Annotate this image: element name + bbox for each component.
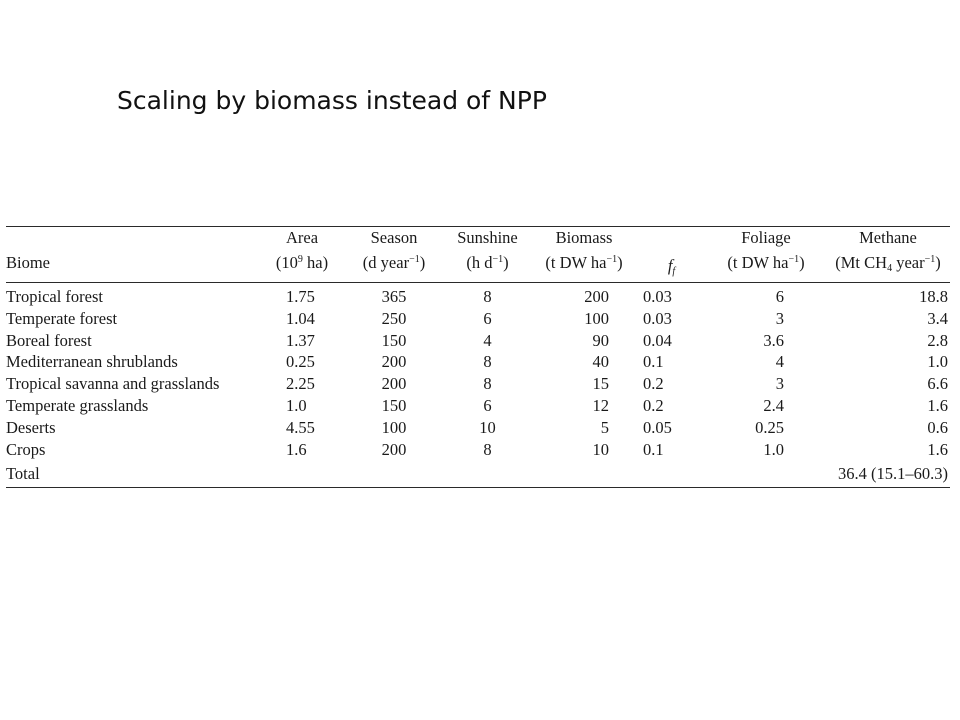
header-row-bottom (6, 249, 950, 277)
value-cell: 10 (479, 417, 496, 437)
table-row (6, 373, 950, 395)
table-row (6, 308, 950, 330)
header-biomass: Biomass (555, 228, 613, 247)
value-cell: 40 (592, 352, 609, 372)
value-cell: 1.0 (927, 352, 948, 372)
table-row (6, 417, 950, 439)
value-cell: 3 (775, 374, 784, 394)
value-cell: 1.0 (286, 395, 307, 415)
value-cell: 8 (483, 352, 492, 372)
value-cell: 1.04 (286, 308, 315, 328)
value-cell: 0.05 (643, 417, 672, 437)
value-cell: 90 (592, 330, 609, 350)
value-cell: 1.6 (286, 439, 307, 459)
value-cell: 100 (584, 308, 609, 328)
total-row (6, 460, 950, 487)
value-cell: 6.6 (927, 374, 948, 394)
value-cell: 200 (381, 352, 407, 372)
header-area: Area (285, 228, 319, 247)
biome-name-cell: Mediterranean shrublands (6, 352, 178, 372)
table-bottom-rule (6, 487, 950, 488)
header-ff: $f_f$ (667, 256, 676, 277)
value-cell: 2.25 (286, 374, 315, 394)
value-cell: 250 (381, 308, 407, 328)
biome-name-cell: Deserts (6, 417, 56, 437)
table-row (6, 330, 950, 352)
header-sunshine-unit: (h $d^{-1}$) (466, 253, 509, 272)
biome-name-cell: Temperate forest (6, 308, 118, 328)
header-season-unit: (d year$^{-1}$) (362, 253, 426, 272)
table-row (6, 395, 950, 417)
header-season: Season (370, 228, 418, 247)
biome-name-cell: Tropical forest (6, 287, 104, 306)
value-cell: 4.55 (286, 417, 315, 437)
header-sunshine: Sunshine (457, 228, 518, 247)
value-cell: 6 (483, 308, 492, 328)
value-cell: 5 (600, 417, 609, 437)
value-cell: 8 (483, 439, 492, 459)
value-cell: 6 (775, 287, 784, 306)
header-biomass-unit: (t DW $ha^{-1}$) (545, 253, 623, 272)
value-cell: 18.8 (919, 287, 948, 306)
value-cell: 100 (381, 417, 407, 437)
value-cell: 4 (775, 352, 784, 372)
value-cell: 0.04 (643, 330, 672, 350)
value-cell: 8 (483, 287, 492, 306)
value-cell: 0.03 (643, 287, 672, 306)
biome-name-cell: Crops (6, 439, 46, 459)
value-cell: 1.6 (927, 439, 948, 459)
value-cell: 0.2 (643, 395, 664, 415)
value-cell: 1.6 (927, 395, 948, 415)
header-methane-unit: (Mt $CH_4$ year$^{-1}$) (835, 253, 941, 274)
value-cell: 0.25 (755, 417, 784, 437)
value-cell: 2.8 (927, 330, 948, 350)
table-row (6, 439, 950, 461)
header-foliage-unit: (t DW $ha^{-1}$) (727, 253, 805, 272)
value-cell: 200 (381, 374, 407, 394)
biome-name-cell: Temperate grasslands (6, 395, 149, 415)
slide-title: Scaling by biomass instead of NPP (117, 86, 547, 115)
value-cell: 3 (775, 308, 784, 328)
header-row-top (6, 227, 950, 249)
value-cell: 4 (483, 330, 492, 350)
value-cell: 0.25 (286, 352, 315, 372)
table-row (6, 286, 950, 308)
value-cell: 150 (381, 330, 407, 350)
header-foliage: Foliage (741, 228, 791, 247)
biome-name-cell: Tropical savanna and grasslands (6, 374, 220, 394)
value-cell: 1.37 (286, 330, 315, 350)
value-cell: 0.6 (927, 417, 948, 437)
value-cell: 1.75 (286, 287, 315, 306)
total-label: Total (6, 464, 40, 484)
header-biome: Biome (6, 253, 50, 272)
value-cell: 10 (592, 439, 609, 459)
value-cell: 1.0 (763, 439, 784, 459)
value-cell: 365 (381, 287, 407, 306)
value-cell: 6 (483, 395, 492, 415)
table-row (6, 351, 950, 373)
value-cell: 3.4 (927, 308, 948, 328)
value-cell: 3.6 (763, 330, 784, 350)
header-methane: Methane (859, 228, 917, 247)
value-cell: 0.03 (643, 308, 672, 328)
value-cell: 0.2 (643, 374, 664, 394)
value-cell: 2.4 (763, 395, 784, 415)
total-value: 36.4 (15.1–60.3) (838, 464, 948, 484)
value-cell: 0.1 (643, 439, 664, 459)
biome-methane-table (6, 226, 950, 488)
value-cell: 15 (592, 374, 609, 394)
biome-name-cell: Boreal forest (6, 330, 92, 350)
value-cell: 200 (584, 287, 609, 306)
value-cell: 0.1 (643, 352, 664, 372)
value-cell: 200 (381, 439, 407, 459)
value-cell: 150 (381, 395, 407, 415)
value-cell: 12 (592, 395, 609, 415)
value-cell: 8 (483, 374, 492, 394)
header-area-unit: ($10^9$ ha) (275, 253, 329, 272)
